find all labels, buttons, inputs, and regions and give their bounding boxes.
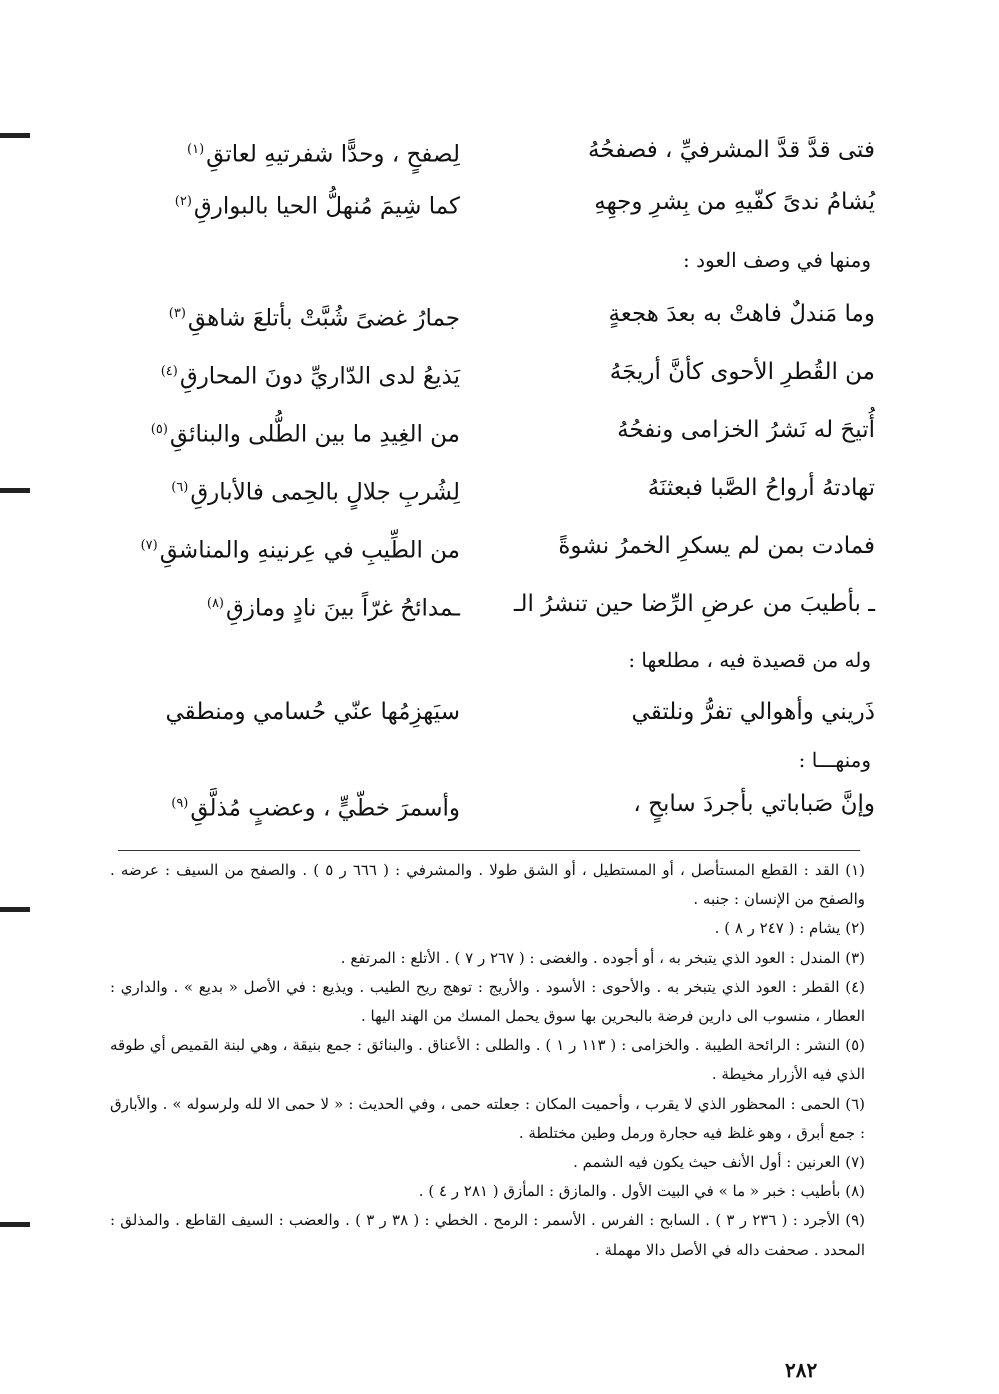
verse-row (100, 780, 875, 828)
verse-second-text: من الطِّيبِ في عِرنينهِ والمناشقِ (159, 537, 460, 564)
verse-second-hemistich (100, 406, 460, 454)
footnote-ref: (٢) (174, 194, 192, 209)
verse-row (100, 178, 875, 226)
verse-second-text: وأسمرَ خطّيٍّ ، وعضبٍ مُذلَّقِ (190, 795, 460, 822)
verse-second-hemistich (100, 290, 460, 338)
verse-row (100, 464, 875, 512)
section-heading: ومنهـــا : (798, 748, 871, 772)
verse-second-hemistich (100, 126, 460, 174)
footnote-ref: (١) (187, 142, 205, 157)
section-heading: ومنها في وصف العود : (683, 248, 871, 272)
verse-row (100, 348, 875, 396)
verse-second-text: ـمدائحُ غرّاً بينَ نادٍ ومازقِ (226, 595, 460, 622)
footnote-ref: (٤) (160, 364, 178, 379)
verse-second-hemistich (100, 178, 460, 226)
footnote: (٢) يشام : ( ٢٤٧ ر ٨ ) . (714, 919, 865, 938)
footnote: (٧) العرنين : أول الأنف حيث يكون فيه الشمم . (573, 1153, 865, 1172)
verse-row (100, 688, 875, 736)
footnote: (٤) القطر : العود الذي يتبخر به . والأحوى : الأسود . والأريج : توهج ريح الطيب . ويذيع : في الأصل « بديع » . والداري : العطار ، منسوب الى دارين فرضة بالبحرين بها سوق يحمل المسك من الهند اليها . (110, 977, 865, 1026)
section-heading: وله من قصيدة فيه ، مطلعها : (628, 648, 871, 672)
footnote: (٥) النشر : الرائحة الطيبة . والخزامى : ( ١١٣ ر ١ ) . والطلى : الأعناق . والبنائق : جمع بنيقة ، وهي لبنة القميص أي طوقه الذي فيه الأزرار مخيطة . (110, 1036, 866, 1084)
footnote-ref: (٨) (206, 596, 224, 611)
verse-first-hemistich: يُشامُ ندىً كفّيهِ من بِشرِ وجهِهِ (594, 189, 875, 215)
verse-first-hemistich: من القُطرِ الأحوى كأنَّ أريجَهُ (609, 359, 875, 385)
verse-first-hemistich: أُتيحَ له نَشرُ الخزامى ونفحُهُ (617, 417, 875, 443)
verse-second-text: كما شِيمَ مُنهلُّ الحيا بالبوارقِ (193, 193, 460, 220)
footnote-ref: (٥) (150, 422, 168, 437)
footnote-divider (118, 850, 860, 851)
verse-first-hemistich: فمادت بمن لم يسكرِ الخمرُ نشوةً (558, 533, 875, 559)
verse-second-text: يَذيعُ لدى الدّاريِّ دونَ المحارقِ (179, 363, 460, 390)
verse-first-hemistich: وإنَّ صَباباتي بأجردَ سابحٍ ، (633, 791, 875, 817)
margin-mark (0, 907, 30, 912)
verse-second-hemistich (100, 348, 460, 396)
footnotes (110, 856, 865, 1265)
margin-mark (0, 1222, 30, 1227)
verse-second-hemistich: سيَهزِمُها عنّي حُسامي ومنطقي (165, 699, 460, 725)
footnote: (١) القد : القطع المستأصل ، أو المستطيل ، أو الشق طولا . والمشرفي : ( ٦٦٦ ر ٥ ) . والصفح من السيف : عرضه . والصفح من الإنسان : جنبه . (110, 861, 865, 909)
margin-mark (0, 133, 30, 138)
footnote-ref: (٧) (140, 538, 158, 553)
footnote-ref: (٩) (171, 796, 189, 811)
footnote-ref: (٦) (171, 480, 189, 495)
verse-second-hemistich (100, 780, 460, 828)
margin-mark (0, 488, 30, 493)
verse-row (100, 126, 875, 174)
verse-first-hemistich: تهادتهُ أرواحُ الصَّبا فبعثنَهُ (647, 475, 875, 501)
verse-second-text: لِشُربِ جلالٍ بالحِمى فالأبارقِ (190, 479, 460, 506)
verse-first-hemistich: وما مَندلٌ فاهتْ به بعدَ هجعةٍ (608, 301, 875, 327)
verse-row (100, 290, 875, 338)
verse-first-hemistich: ـ بأطيبَ من عرضِ الرِّضا حين تنشرُ الـ (513, 591, 875, 617)
verse-row (100, 580, 875, 628)
verse-row (100, 522, 875, 570)
verse-first-hemistich: ذَريني وأهوالي تفرُّ ونلتقي (631, 699, 875, 725)
footnote: (٦) الحمى : المحظور الذي لا يقرب ، وأحميت المكان : جعلته حمى ، وفي الحديث : « لا حمى الا لله ولرسوله » . والأبارق : جمع أبرق ، وهو غلظ فيه حجارة ورمل وطين مختلطة . (110, 1094, 865, 1142)
verse-second-hemistich (100, 580, 460, 628)
verse-second-text: لِصفحٍ ، وحدًّا شفرتيهِ لعاتقِ (206, 141, 460, 168)
footnote: (٨) بأطيب : خبر « ما » في البيت الأول . والمازق : المأزق ( ٢٨١ ر ٤ ) . (418, 1182, 865, 1201)
verse-second-text: جمارُ غضىً شُبَّتْ بأتلعَ شاهقِ (187, 305, 460, 332)
verse-second-hemistich (100, 522, 460, 570)
footnote: (٩) الأجرد : ( ٢٣٦ ر ٣ ) . السابح : الفرس . الأسمر : الرمح . الخطي : ( ٣٨ ر ٣ ) . والعضب : السيف القاطع . والمذلق : المحدد . صحفت داله في الأصل دالا مهملة . (110, 1211, 865, 1259)
footnote-ref: (٣) (168, 306, 186, 321)
page-number: ٢٨٢ (785, 1358, 818, 1382)
verse-row (100, 406, 875, 454)
footnote: (٣) المندل : العود الذي يتبخر به ، أو أجوده . والغضى : ( ٢٦٧ ر ٧ ) . الأتلع : المرتفع . (340, 948, 865, 967)
verse-second-hemistich (100, 464, 460, 512)
verse-second-text: من الغِيدِ ما بين الطُّلى والبنائقِ (169, 421, 460, 448)
verse-first-hemistich: فتى قدَّ قدَّ المشرفيِّ ، فصفحُهُ (587, 137, 875, 163)
